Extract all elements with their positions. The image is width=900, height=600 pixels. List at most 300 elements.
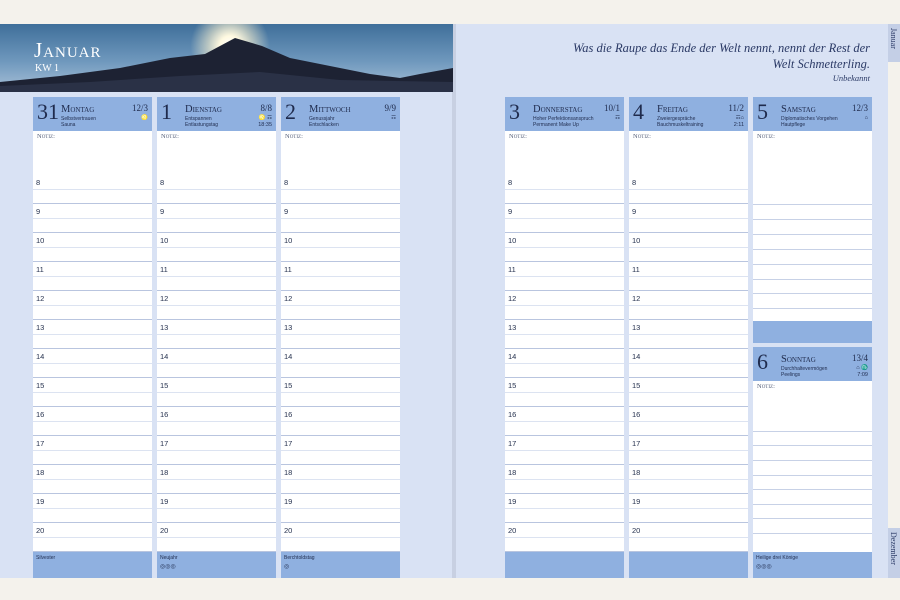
day-event-line: Entlastungstag [185, 122, 219, 128]
hour-label: 11 [160, 265, 168, 274]
hour-label: 14 [632, 352, 641, 361]
day-footer [505, 552, 624, 578]
hour-row[interactable] [157, 523, 276, 552]
half-hour-line [505, 189, 624, 190]
day-number: 5 [757, 99, 768, 124]
day-footer [33, 552, 152, 578]
half-hour-line [157, 450, 276, 451]
half-hour-line [629, 392, 748, 393]
hour-row[interactable] [33, 262, 152, 291]
day-events [61, 116, 96, 128]
hour-row[interactable] [33, 378, 152, 407]
day-column[interactable] [753, 97, 872, 343]
half-hour-line [157, 276, 276, 277]
day-footer [629, 552, 748, 578]
day-event-line: Diplomatisches Vorgehen [781, 116, 838, 122]
holiday-label: Heilige drei Könige [756, 555, 798, 561]
half-hour-line [157, 305, 276, 306]
footer-symbols-icon: ◎◎◎ [160, 564, 176, 570]
hour-row[interactable] [281, 436, 400, 465]
day-event-line: Selbstvertrauen [61, 116, 97, 122]
day-number: 6 [757, 349, 768, 374]
quote-author: Unbekannt [832, 73, 870, 83]
note-line [753, 204, 872, 205]
note-line [753, 504, 872, 505]
hour-row[interactable] [33, 523, 152, 552]
day-event-line: Hoher Perfektionsanspruch [533, 116, 594, 122]
half-hour-line [157, 218, 276, 219]
hour-row[interactable] [157, 407, 276, 436]
hour-row[interactable] [157, 436, 276, 465]
half-hour-line [281, 305, 400, 306]
hour-row[interactable] [505, 407, 624, 436]
half-hour-line [281, 189, 400, 190]
notiz-label: Notiz: [757, 133, 775, 140]
half-hour-line [281, 334, 400, 335]
quote-text: Was die Raupe das Ende der Welt nennt, nennt der Rest der Welt Schmetterling. [573, 41, 870, 71]
hour-label: 15 [632, 381, 641, 390]
half-hour-line [505, 392, 624, 393]
note-line [753, 219, 872, 220]
hour-row[interactable] [157, 465, 276, 494]
half-hour-line [157, 247, 276, 248]
day-header [281, 97, 400, 131]
hour-row[interactable] [33, 407, 152, 436]
hour-row[interactable] [157, 349, 276, 378]
note-line [753, 308, 872, 309]
hour-label: 13 [36, 323, 45, 332]
half-hour-line [629, 421, 748, 422]
hour-row[interactable] [33, 436, 152, 465]
hour-label: 8 [284, 178, 289, 187]
hour-row[interactable] [505, 349, 624, 378]
hour-row[interactable] [629, 291, 748, 320]
half-hour-line [281, 392, 400, 393]
half-hour-line [629, 218, 748, 219]
hour-row[interactable] [33, 320, 152, 349]
hour-label: 13 [508, 323, 517, 332]
hour-row[interactable] [505, 320, 624, 349]
day-name: Montag [61, 104, 95, 115]
hour-label: 9 [284, 207, 289, 216]
half-hour-line [281, 363, 400, 364]
hour-row[interactable] [281, 407, 400, 436]
day-name: Freitag [657, 104, 688, 115]
half-hour-line [33, 421, 152, 422]
hour-label: 20 [160, 526, 169, 535]
half-hour-line [281, 218, 400, 219]
holiday-label: Berchtoldstag [284, 555, 315, 561]
hour-label: 9 [508, 207, 513, 216]
day-date: 12/3 [851, 103, 868, 113]
half-hour-line [33, 276, 152, 277]
hour-label: 10 [632, 236, 641, 245]
hour-label: 10 [36, 236, 45, 245]
day-header [629, 97, 748, 131]
half-hour-line [157, 421, 276, 422]
day-header [505, 97, 624, 131]
half-hour-line [157, 508, 276, 509]
hour-label: 9 [36, 207, 41, 216]
hour-row[interactable] [281, 349, 400, 378]
hour-row[interactable] [33, 175, 152, 204]
hour-row[interactable] [281, 175, 400, 204]
tab-dezember[interactable] [888, 528, 900, 578]
day-date: 8/8 [260, 103, 272, 113]
hour-label: 16 [160, 410, 169, 419]
note-line [753, 249, 872, 250]
hour-label: 18 [508, 468, 517, 477]
hour-label: 8 [160, 178, 165, 187]
month-title: Januar [34, 38, 102, 62]
day-events [657, 116, 703, 128]
half-hour-line [505, 537, 624, 538]
day-name: Samstag [781, 104, 816, 115]
hour-row[interactable] [505, 378, 624, 407]
hour-row[interactable] [33, 291, 152, 320]
day-date: 10/1 [603, 103, 620, 113]
note-line [753, 445, 872, 446]
day-event-line: Hautpflege [781, 122, 806, 128]
day-header [157, 97, 276, 131]
day-column[interactable] [753, 347, 872, 578]
half-hour-line [629, 189, 748, 190]
hour-label: 17 [632, 439, 641, 448]
hour-label: 16 [508, 410, 517, 419]
half-hour-line [33, 334, 152, 335]
half-hour-line [33, 508, 152, 509]
holiday-label: Neujahr [160, 555, 178, 561]
half-hour-line [281, 537, 400, 538]
holiday-label: Silvester [36, 555, 56, 561]
hour-row[interactable] [157, 378, 276, 407]
half-hour-line [629, 334, 748, 335]
half-hour-line [33, 305, 152, 306]
note-line [753, 234, 872, 235]
hour-row[interactable] [505, 465, 624, 494]
hour-label: 20 [284, 526, 293, 535]
hour-label: 13 [284, 323, 293, 332]
hour-label: 20 [36, 526, 45, 535]
day-column[interactable] [505, 97, 624, 578]
hour-row[interactable] [157, 494, 276, 523]
day-events [781, 116, 838, 128]
hour-label: 14 [508, 352, 517, 361]
day-column[interactable] [281, 97, 400, 578]
half-hour-line [281, 450, 400, 451]
hour-row[interactable] [629, 349, 748, 378]
day-event-line: Entschlacken [309, 122, 339, 128]
day-symbol-line: 7:09 [857, 371, 868, 378]
day-symbol-line: ⌂ ♏ [856, 365, 868, 371]
half-hour-line [629, 363, 748, 364]
half-hour-line [629, 508, 748, 509]
hour-row[interactable] [629, 436, 748, 465]
hour-label: 19 [508, 497, 517, 506]
hour-row[interactable] [629, 494, 748, 523]
hour-row[interactable] [629, 233, 748, 262]
notiz-label: Notiz: [757, 383, 775, 390]
hour-label: 18 [160, 468, 169, 477]
day-event-line: Peelings [781, 372, 801, 378]
half-hour-line [505, 247, 624, 248]
hour-row[interactable] [281, 262, 400, 291]
half-hour-line [505, 508, 624, 509]
hour-row[interactable] [281, 465, 400, 494]
day-event-line: Bauchmuskeltraining [657, 122, 704, 128]
footer-symbols-icon: ◎◎◎ [756, 564, 772, 570]
moon-sign-icon [734, 115, 744, 128]
hour-label: 20 [508, 526, 517, 535]
day-date: 9/9 [384, 103, 396, 113]
hour-row[interactable] [505, 262, 624, 291]
hour-label: 13 [632, 323, 641, 332]
half-hour-line [33, 247, 152, 248]
day-date: 12/3 [131, 103, 148, 113]
day-number: 3 [509, 99, 520, 124]
moon-sign-icon [391, 115, 396, 122]
half-hour-line [505, 334, 624, 335]
hour-label: 17 [284, 439, 293, 448]
day-events [781, 366, 827, 378]
half-hour-line [629, 247, 748, 248]
hour-label: 8 [508, 178, 513, 187]
day-footer [281, 552, 400, 578]
hour-label: 10 [284, 236, 293, 245]
half-hour-line [281, 247, 400, 248]
hour-label: 10 [160, 236, 169, 245]
hour-label: 19 [284, 497, 293, 506]
day-column[interactable] [33, 97, 152, 578]
day-number: 2 [285, 99, 296, 124]
note-line [753, 533, 872, 534]
hour-label: 11 [284, 265, 292, 274]
day-event-line: Durchhaltevermögen [781, 366, 828, 372]
hour-label: 15 [160, 381, 169, 390]
hour-label: 16 [284, 410, 293, 419]
note-line [753, 279, 872, 280]
hour-row[interactable] [505, 204, 624, 233]
hour-row[interactable] [629, 175, 748, 204]
half-hour-line [281, 479, 400, 480]
half-hour-line [157, 479, 276, 480]
hour-label: 9 [160, 207, 165, 216]
day-name: Mittwoch [309, 104, 351, 115]
day-footer [157, 552, 276, 578]
hour-row[interactable] [629, 204, 748, 233]
hour-label: 18 [284, 468, 293, 477]
hour-label: 14 [36, 352, 45, 361]
book-spine [452, 24, 456, 578]
hour-row[interactable] [157, 262, 276, 291]
hour-row[interactable] [281, 320, 400, 349]
hour-label: 19 [36, 497, 45, 506]
hour-label: 18 [36, 468, 45, 477]
hour-row[interactable] [629, 407, 748, 436]
half-hour-line [157, 363, 276, 364]
hour-row[interactable] [33, 349, 152, 378]
day-events [533, 116, 594, 128]
half-hour-line [629, 276, 748, 277]
half-hour-line [157, 189, 276, 190]
day-footer [753, 552, 872, 578]
hour-label: 14 [160, 352, 169, 361]
hour-label: 20 [632, 526, 641, 535]
day-events [185, 116, 218, 128]
hour-row[interactable] [33, 465, 152, 494]
note-line [753, 518, 872, 519]
half-hour-line [629, 479, 748, 480]
day-header [753, 347, 872, 381]
moon-sign-icon [856, 365, 868, 378]
footer-symbols-icon: ◎ [284, 564, 290, 570]
hour-label: 14 [284, 352, 293, 361]
hour-row[interactable] [281, 378, 400, 407]
hour-row[interactable] [33, 494, 152, 523]
hour-row[interactable] [505, 175, 624, 204]
hour-row[interactable] [281, 523, 400, 552]
notiz-label: Notiz: [633, 133, 651, 140]
hour-label: 19 [160, 497, 169, 506]
day-symbol-line: ☶ [391, 115, 396, 121]
notiz-label: Notiz: [285, 133, 303, 140]
day-symbol-line: ☶ [615, 115, 620, 121]
half-hour-line [629, 450, 748, 451]
day-number: 31 [37, 99, 59, 124]
hour-row[interactable] [157, 320, 276, 349]
hour-label: 19 [632, 497, 641, 506]
hour-row[interactable] [281, 291, 400, 320]
day-event-line: Sauna [61, 122, 76, 128]
half-hour-line [505, 479, 624, 480]
tab-label: Dezember [889, 532, 898, 565]
hour-label: 12 [508, 294, 517, 303]
day-column[interactable] [157, 97, 276, 578]
hour-row[interactable] [505, 436, 624, 465]
tab-januar[interactable] [888, 24, 900, 62]
hour-row[interactable] [629, 465, 748, 494]
notiz-label: Notiz: [37, 133, 55, 140]
day-name: Dienstag [185, 104, 222, 115]
hour-label: 16 [632, 410, 641, 419]
hour-row[interactable] [629, 378, 748, 407]
hour-label: 18 [632, 468, 641, 477]
day-event-line: Permanent Make Up [533, 122, 579, 128]
day-date: 11/2 [728, 103, 744, 113]
tab-label: Januar [889, 28, 898, 49]
half-hour-line [33, 392, 152, 393]
half-hour-line [505, 276, 624, 277]
hour-label: 15 [508, 381, 517, 390]
hour-label: 17 [508, 439, 517, 448]
note-line [753, 431, 872, 432]
hour-row[interactable] [281, 494, 400, 523]
half-hour-line [33, 537, 152, 538]
half-hour-line [157, 334, 276, 335]
hour-label: 11 [508, 265, 516, 274]
hour-label: 17 [36, 439, 45, 448]
day-symbol-line: 18:35 [258, 121, 272, 128]
half-hour-line [281, 276, 400, 277]
note-line [753, 293, 872, 294]
hour-label: 12 [36, 294, 45, 303]
hour-label: 12 [284, 294, 293, 303]
half-hour-line [33, 218, 152, 219]
hour-row[interactable] [33, 233, 152, 262]
moon-sign-icon [615, 115, 620, 122]
half-hour-line [505, 218, 624, 219]
day-header [753, 97, 872, 131]
hour-label: 13 [160, 323, 169, 332]
half-hour-line [629, 305, 748, 306]
day-events [309, 116, 339, 128]
week-label: KW 1 [35, 63, 59, 74]
day-event-line: Entspannen [185, 116, 212, 122]
half-hour-line [33, 479, 152, 480]
day-symbol-line: ☶⌂ [735, 115, 744, 121]
half-hour-line [505, 450, 624, 451]
day-number: 4 [633, 99, 644, 124]
moon-sign-icon [865, 115, 868, 122]
note-line [753, 460, 872, 461]
half-hour-line [281, 508, 400, 509]
day-number: 1 [161, 99, 172, 124]
hour-label: 9 [632, 207, 637, 216]
hour-label: 16 [36, 410, 45, 419]
day-symbol-line: ♌ [141, 115, 148, 121]
half-hour-line [505, 305, 624, 306]
moon-sign-icon [258, 115, 272, 128]
day-footer [753, 321, 872, 343]
day-name: Sonntag [781, 354, 816, 365]
note-line [753, 489, 872, 490]
hour-row[interactable] [157, 233, 276, 262]
half-hour-line [629, 537, 748, 538]
day-symbol-line: 2:11 [733, 121, 744, 128]
day-column[interactable] [629, 97, 748, 578]
half-hour-line [505, 363, 624, 364]
hour-label: 8 [632, 178, 637, 187]
hour-row[interactable] [505, 233, 624, 262]
half-hour-line [157, 392, 276, 393]
hour-label: 17 [160, 439, 169, 448]
note-line [753, 264, 872, 265]
hour-row[interactable] [157, 175, 276, 204]
hour-label: 8 [36, 178, 41, 187]
hour-row[interactable] [629, 262, 748, 291]
moon-sign-icon [141, 115, 148, 122]
hour-label: 12 [160, 294, 169, 303]
hour-label: 11 [36, 265, 44, 274]
hour-row[interactable] [33, 204, 152, 233]
hour-row[interactable] [281, 204, 400, 233]
hour-row[interactable] [281, 233, 400, 262]
half-hour-line [33, 363, 152, 364]
hour-label: 15 [36, 381, 45, 390]
note-line [753, 475, 872, 476]
hour-row[interactable] [157, 291, 276, 320]
hour-row[interactable] [629, 320, 748, 349]
half-hour-line [33, 189, 152, 190]
hour-row[interactable] [505, 291, 624, 320]
day-name: Donnerstag [533, 104, 583, 115]
hour-row[interactable] [505, 523, 624, 552]
hour-label: 15 [284, 381, 293, 390]
half-hour-line [505, 421, 624, 422]
hour-row[interactable] [629, 523, 748, 552]
hour-row[interactable] [505, 494, 624, 523]
hour-row[interactable] [157, 204, 276, 233]
